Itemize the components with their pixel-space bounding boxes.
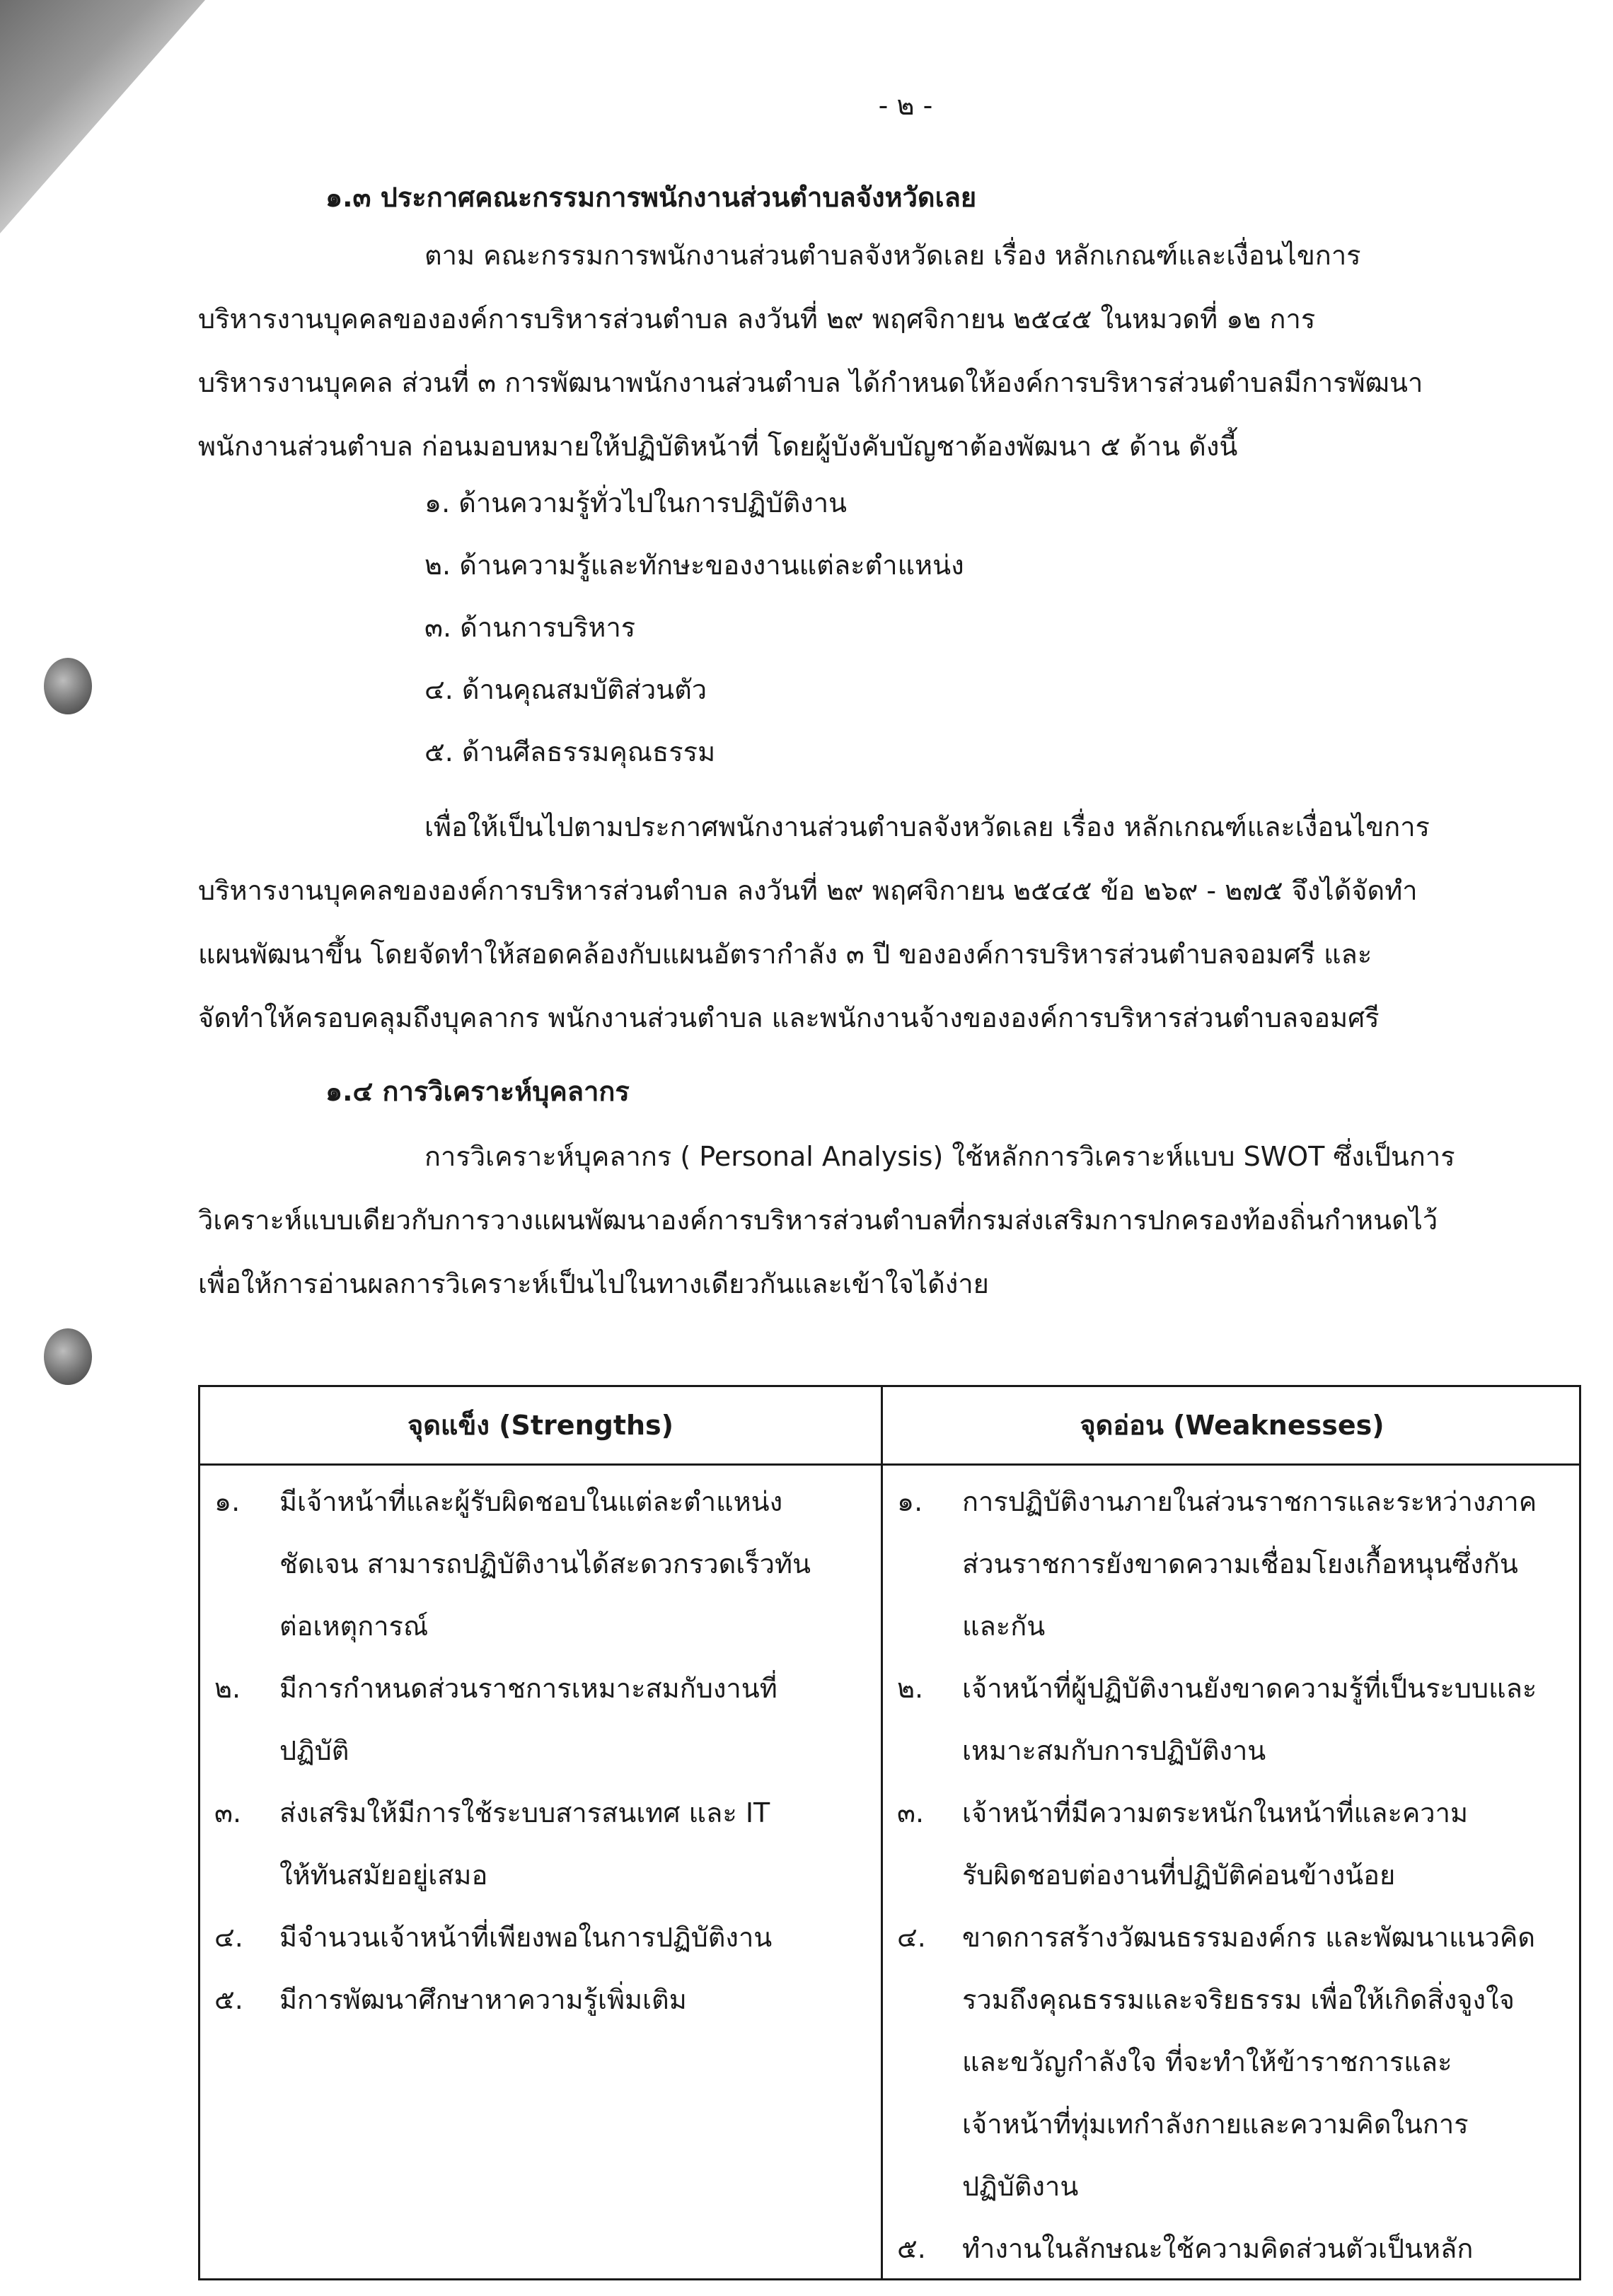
paragraph-line: การวิเคราะห์บุคลากร ( Personal Analysis) ใช้หลักการวิเคราะห์แบบ SWOT ซึ่งเป็นการ bbox=[424, 1141, 1455, 1172]
section-1-4-heading: ๑.๔ การวิเคราะห์บุคลากร bbox=[325, 1076, 630, 1107]
item-line: ทำงานในลักษณะใช้ความคิดส่วนตัวเป็นหลัก bbox=[962, 2233, 1474, 2264]
strength-item-2 bbox=[214, 1657, 872, 1782]
strengths-list bbox=[214, 1471, 872, 2031]
weakness-item-3 bbox=[897, 1782, 1573, 1906]
section-1-3-paragraph-2 bbox=[198, 795, 1571, 1050]
paragraph-line: แผนพัฒนาขึ้น โดยจัดทำให้สอดคล้องกับแผนอัตรากำลัง ๓ ปี ขององค์การบริหารส่วนตำบลจอมศรี และ bbox=[198, 939, 1372, 970]
column-divider bbox=[881, 1387, 883, 2278]
header-divider bbox=[200, 1463, 1579, 1466]
item-number: ๒. bbox=[214, 1673, 241, 1704]
paragraph-line: จัดทำให้ครอบคลุมถึงบุคลากร พนักงานส่วนตำบล และพนักงานจ้างขององค์การบริหารส่วนตำบลจอมศรี bbox=[198, 1002, 1380, 1033]
item-line: ขาดการสร้างวัฒนธรรมองค์กร และพัฒนาแนวคิด bbox=[962, 1922, 1536, 1953]
item-number: ๕. bbox=[214, 1984, 243, 2015]
item-line: และกัน bbox=[962, 1611, 1046, 1642]
item-line: เหมาะสมกับการปฏิบัติงาน bbox=[962, 1735, 1266, 1766]
item-line: มีการพัฒนาศึกษาหาความรู้เพิ่มเติม bbox=[279, 1984, 687, 2015]
item-line: ส่วนราชการยังขาดความเชื่อมโยงเกื้อหนุนซึ่งกัน bbox=[962, 1548, 1518, 1579]
item-line: ปฏิบัติงาน bbox=[962, 2171, 1079, 2202]
item-number: ๓. bbox=[214, 1797, 242, 1828]
paragraph-line: บริหารงานบุคคล ส่วนที่ ๓ การพัฒนาพนักงานส่วนตำบล ได้กำหนดให้องค์การบริหารส่วนตำบลมีการพัฒนา bbox=[198, 367, 1423, 398]
item-line: ชัดเจน สามารถปฏิบัติงานได้สะดวกรวดเร็วทัน bbox=[279, 1548, 811, 1579]
item-number: ๕. bbox=[897, 2233, 926, 2264]
weakness-item-5 bbox=[897, 2217, 1573, 2280]
development-area-5: ๕. ด้านศีลธรรมคุณธรรม bbox=[424, 736, 716, 767]
strength-item-4 bbox=[214, 1906, 872, 1969]
punch-hole-upper bbox=[44, 658, 92, 714]
item-line: ส่งเสริมให้มีการใช้ระบบสารสนเทศ และ IT bbox=[279, 1797, 770, 1828]
item-line: รวมถึงคุณธรรมและจริยธรรม เพื่อให้เกิดสิ่งจูงใจ bbox=[962, 1984, 1515, 2015]
strengths-header: จุดแข็ง (Strengths) bbox=[407, 1410, 674, 1441]
section-1-3-heading: ๑.๓ ประกาศคณะกรรมการพนักงานส่วนตำบลจังหวัดเลย bbox=[325, 182, 977, 213]
weakness-item-2 bbox=[897, 1657, 1573, 1782]
development-area-4: ๔. ด้านคุณสมบัติส่วนตัว bbox=[424, 674, 707, 705]
paragraph-line: เพื่อให้เป็นไปตามประกาศพนักงานส่วนตำบลจังหวัดเลย เรื่อง หลักเกณฑ์และเงื่อนไขการ bbox=[424, 811, 1430, 842]
item-number: ๑. bbox=[214, 1486, 241, 1517]
paragraph-line: พนักงานส่วนตำบล ก่อนมอบหมายให้ปฏิบัติหน้าที่ โดยผู้บังคับบัญชาต้องพัฒนา ๕ ด้าน ดังนี้ bbox=[198, 431, 1238, 462]
item-line: ให้ทันสมัยอยู่เสมอ bbox=[279, 1860, 488, 1891]
section-1-4-paragraph bbox=[198, 1125, 1571, 1316]
item-number: ๒. bbox=[897, 1673, 924, 1704]
weakness-item-1 bbox=[897, 1471, 1573, 1657]
item-line: การปฏิบัติงานภายในส่วนราชการและระหว่างภาค bbox=[962, 1486, 1537, 1517]
swot-table bbox=[198, 1385, 1581, 2280]
page-number: - ๒ - bbox=[878, 90, 933, 121]
paragraph-line: ตาม คณะกรรมการพนักงานส่วนตำบลจังหวัดเลย เรื่อง หลักเกณฑ์และเงื่อนไขการ bbox=[424, 240, 1361, 271]
item-line: ปฏิบัติ bbox=[279, 1735, 349, 1766]
paragraph-line: บริหารงานบุคคลขององค์การบริหารส่วนตำบล ลงวันที่ ๒๙ พฤศจิกายน ๒๕๔๕ ข้อ ๒๖๙ - ๒๗๕ จึงได้จัดทำ bbox=[198, 875, 1418, 906]
item-line: ต่อเหตุการณ์ bbox=[279, 1611, 429, 1642]
paragraph-line: วิเคราะห์แบบเดียวกับการวางแผนพัฒนาองค์การบริหารส่วนตำบลที่กรมส่งเสริมการปกครองท้องถิ่นกำหนดไว้ bbox=[198, 1205, 1438, 1236]
development-area-1: ๑. ด้านความรู้ทั่วไปในการปฏิบัติงาน bbox=[424, 487, 848, 518]
item-number: ๔. bbox=[214, 1922, 243, 1953]
weaknesses-list bbox=[897, 1471, 1573, 2280]
weakness-item-4 bbox=[897, 1906, 1573, 2217]
item-line: เจ้าหน้าที่มีความตระหนักในหน้าที่และความ bbox=[962, 1797, 1469, 1828]
item-line: เจ้าหน้าที่ทุ่มเทกำลังกายและความคิดในการ bbox=[962, 2109, 1469, 2140]
strength-item-3 bbox=[214, 1782, 872, 1906]
paragraph-line: บริหารงานบุคคลขององค์การบริหารส่วนตำบล ลงวันที่ ๒๙ พฤศจิกายน ๒๕๔๕ ในหมวดที่ ๑๒ การ bbox=[198, 303, 1316, 335]
item-line: มีจำนวนเจ้าหน้าที่เพียงพอในการปฏิบัติงาน bbox=[279, 1922, 773, 1953]
item-line: เจ้าหน้าที่ผู้ปฏิบัติงานยังขาดความรู้ที่เป็นระบบและ bbox=[962, 1673, 1537, 1704]
item-line: มีการกำหนดส่วนราชการเหมาะสมกับงานที่ bbox=[279, 1673, 777, 1704]
strength-item-5 bbox=[214, 1969, 872, 2031]
development-area-3: ๓. ด้านการบริหาร bbox=[424, 612, 636, 643]
item-line: และขวัญกำลังใจ ที่จะทำให้ข้าราชการและ bbox=[962, 2046, 1452, 2077]
item-line: มีเจ้าหน้าที่และผู้รับผิดชอบในแต่ละตำแหน่ง bbox=[279, 1486, 783, 1517]
punch-hole-lower bbox=[44, 1328, 92, 1385]
paragraph-line: เพื่อให้การอ่านผลการวิเคราะห์เป็นไปในทางเดียวกันและเข้าใจได้ง่าย bbox=[198, 1268, 989, 1299]
item-number: ๓. bbox=[897, 1797, 925, 1828]
weaknesses-header: จุดอ่อน (Weaknesses) bbox=[1080, 1410, 1384, 1441]
item-number: ๑. bbox=[897, 1486, 923, 1517]
section-1-3-paragraph-1 bbox=[198, 224, 1571, 478]
item-line: รับผิดชอบต่องานที่ปฏิบัติค่อนข้างน้อย bbox=[962, 1860, 1396, 1891]
item-number: ๔. bbox=[897, 1922, 926, 1953]
strength-item-1 bbox=[214, 1471, 872, 1657]
development-area-2: ๒. ด้านความรู้และทักษะของงานแต่ละตำแหน่ง bbox=[424, 550, 964, 581]
